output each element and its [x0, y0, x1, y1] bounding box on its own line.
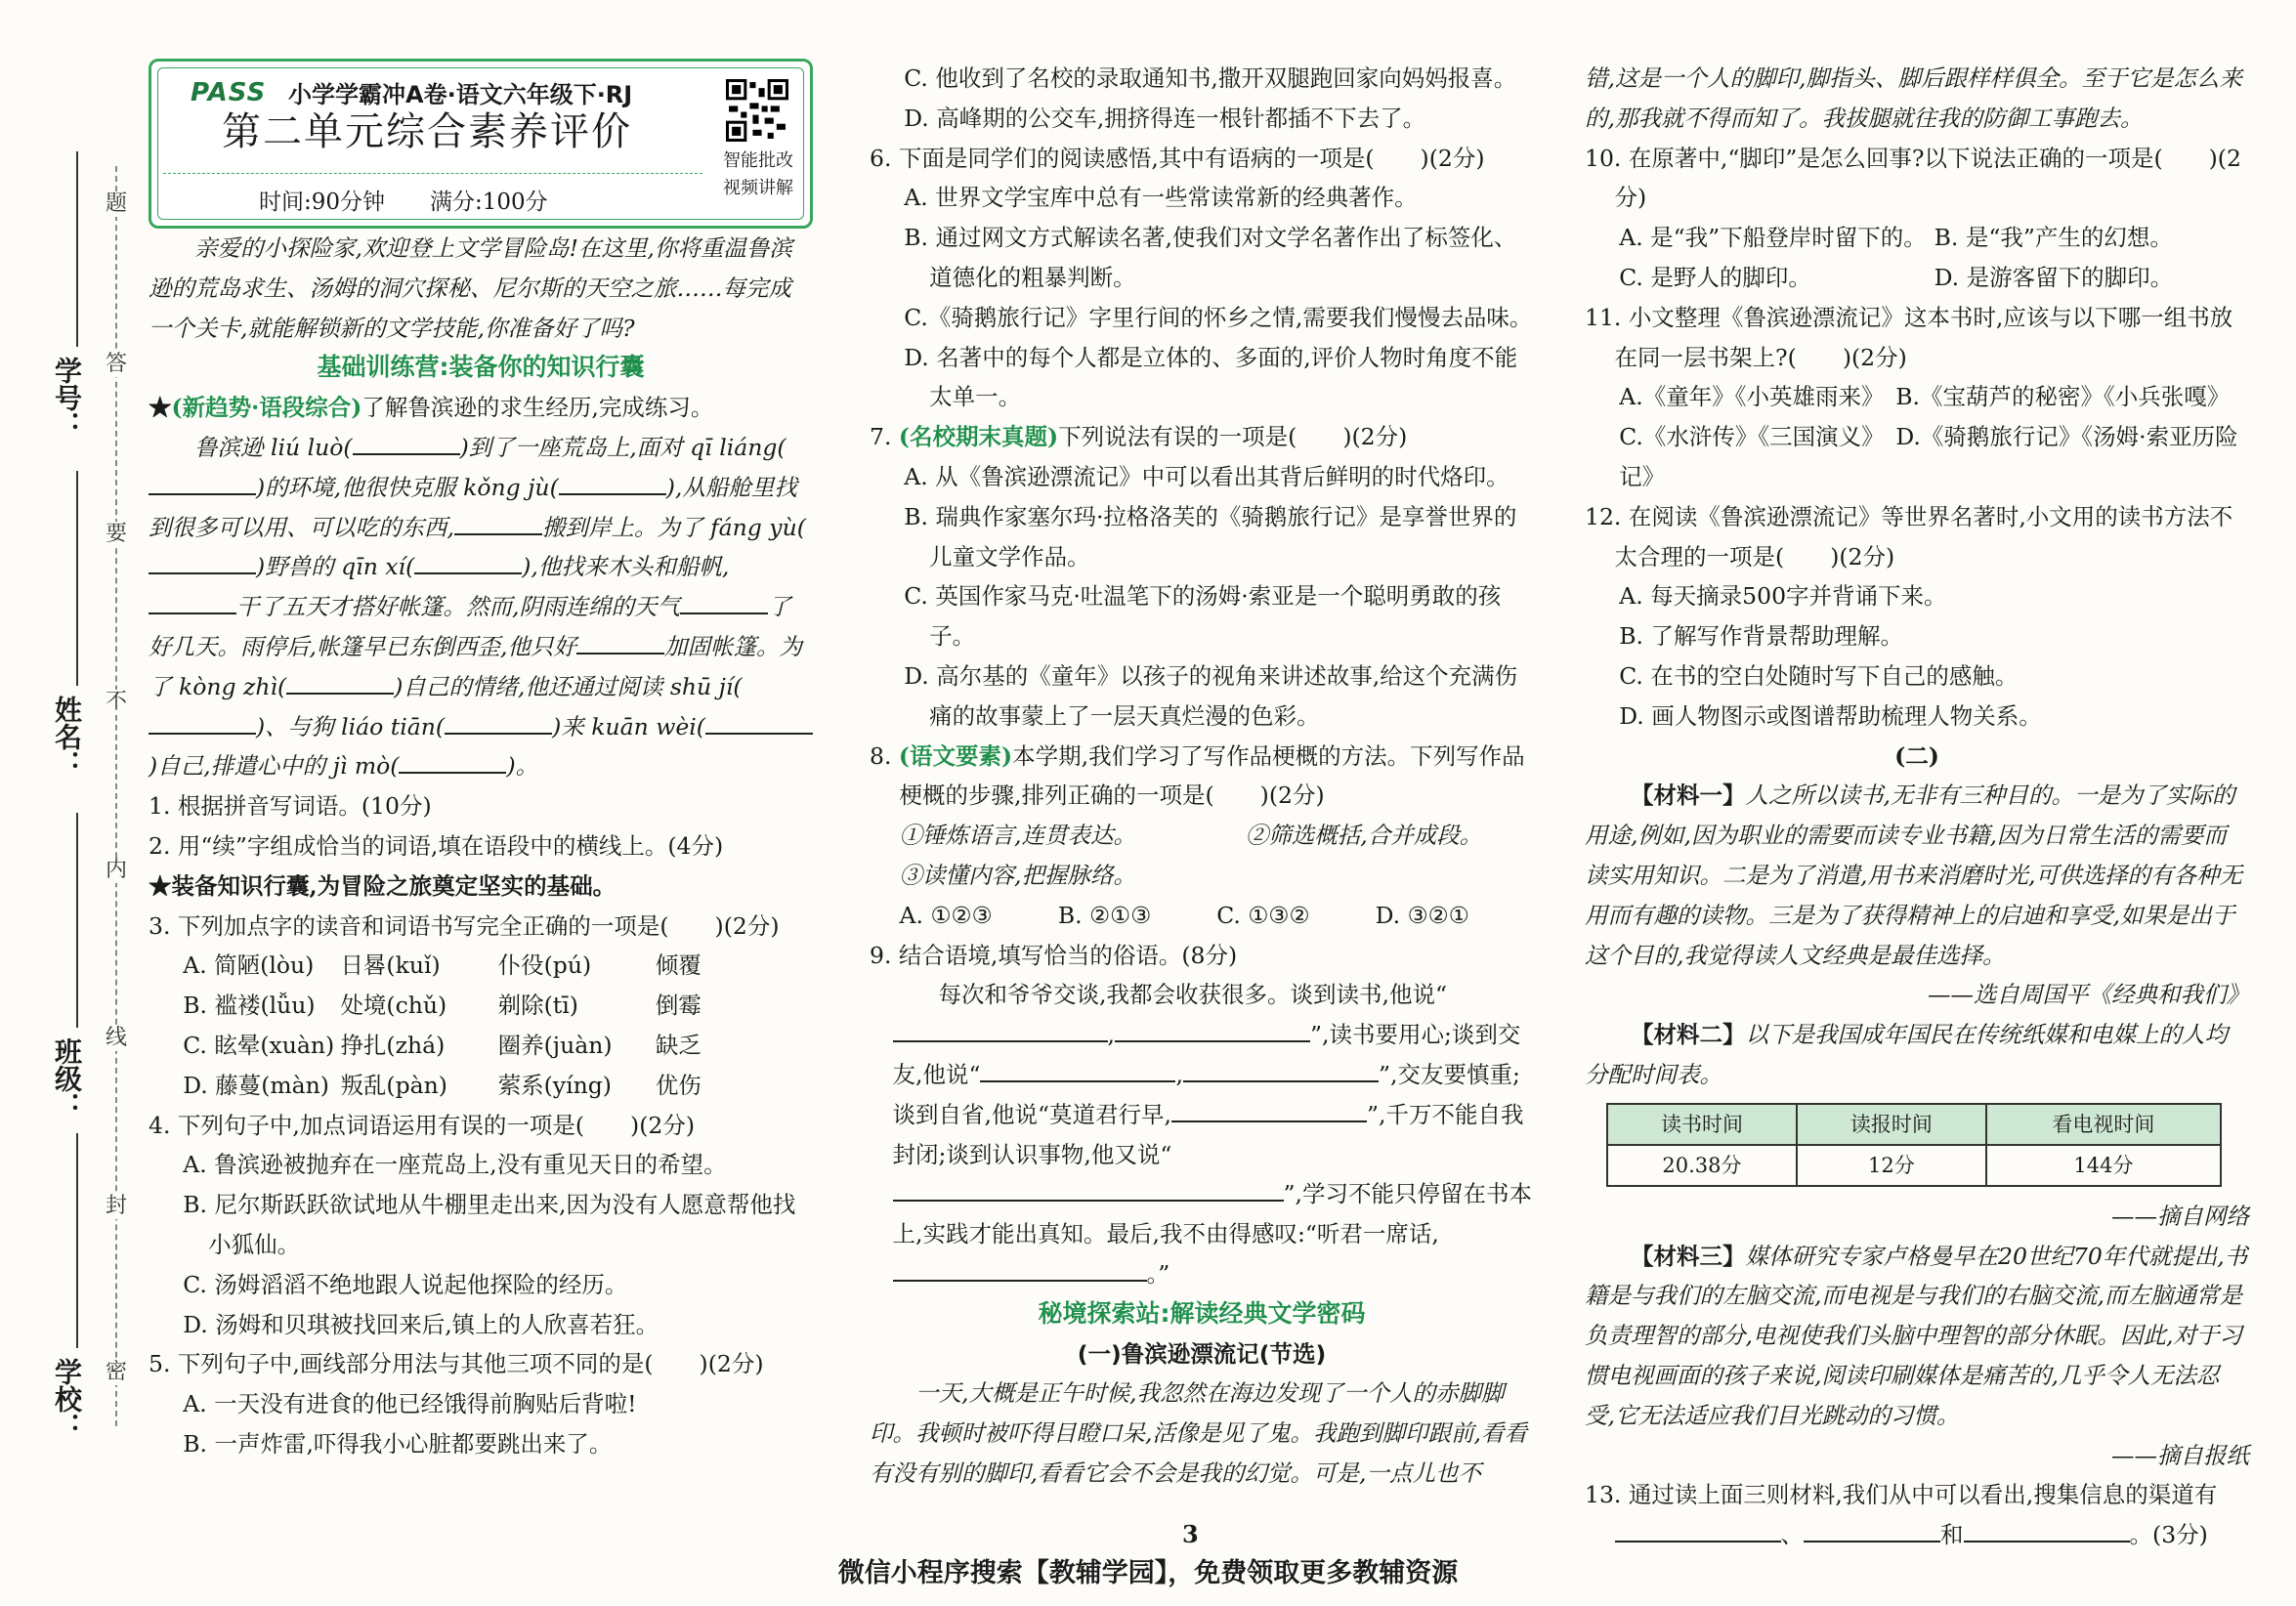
subsection-title: (一)鲁滨逊漂流记(节选): [1077, 1339, 1327, 1368]
q12-option-c[interactable]: C. 在书的空白处随时写下自己的感触。: [1619, 661, 2019, 690]
answer-blank[interactable]: [980, 1057, 1175, 1082]
robinson-passage-cont: 错,这是一个人的脚印,脚指头、脚后跟样样俱全。至于它是怎么来的,那我就不得而知了。我拔腿就往我的防御工事跑去。: [1585, 64, 2242, 132]
q6-option-d[interactable]: D. 名著中的每个人都是立体的、多面的,评价人物时角度不能太单一。: [904, 343, 1518, 411]
q7-option-d[interactable]: D. 高尔基的《童年》以孩子的视角来讲述故事,给这个充满伤痛的故事蒙上了一层天真烂漫的色彩。: [904, 661, 1518, 730]
question-4: 4. 下列句子中,加点词语运用有误的一项是( )(2分): [149, 1111, 695, 1139]
answer-blank[interactable]: [705, 709, 813, 735]
exam-meta: 时间:90分钟 满分:100分: [259, 190, 548, 215]
question-9: 9. 结合语境,填写恰当的俗语。(8分): [870, 941, 1238, 969]
answer-blank[interactable]: [445, 709, 552, 735]
answer-blank[interactable]: [149, 470, 256, 495]
q4-option-d[interactable]: D. 汤姆和贝琪被找回来后,镇上的人欣喜若狂。: [183, 1310, 659, 1338]
answer-blank[interactable]: [454, 510, 542, 535]
answer-blank[interactable]: [991, 1018, 1108, 1043]
material-3: 【材料三】媒体研究专家卢格曼早在20世纪70年代就提出,书籍是与我们的左脑交流,而电视是与我们的右脑交流,而左脑通常是负责理智的部分,电视使我们头脑中理智的部分休眠。因此,对于习惯电视画面的孩子来说,阅读印刷媒体是痛苦的,几乎令人无法忍受,它无法适应我们目光跳动的习惯。: [1585, 1242, 2248, 1429]
answer-blank[interactable]: [1171, 1097, 1367, 1122]
q6-option-a[interactable]: A. 世界文学宝库中总有一些常读常新的经典著作。: [904, 184, 1418, 212]
question-11: 11. 小文整理《鲁滨逊漂流记》这本书时,应该与以下哪一组书放在同一层书架上?( )(2分): [1585, 303, 2233, 371]
question-1: 1. 根据拼音写词语。(10分): [149, 792, 432, 821]
q4-option-b[interactable]: B. 尼尔斯跃跃欲试地从牛棚里走出来,因为没有人愿意帮他找小狐仙。: [183, 1191, 796, 1258]
robinson-passage: 一天,大概是正午时候,我忽然在海边发现了一个人的赤脚脚印。我顿时被吓得目瞪口呆,活像是见了鬼。我跑到脚印跟前,看看有没有别的脚印,看看它会不会是我的幻觉。可是,一点儿也不: [870, 1379, 1527, 1487]
q5-option-d[interactable]: D. 高峰期的公交车,拥挤得连一根针都插不下去了。: [904, 104, 1426, 132]
binding-margin: [0, 0, 132, 1606]
q5-option-a[interactable]: A. 一天没有进食的他已经饿得前胸贴后背啦!: [183, 1390, 637, 1418]
question-12: 12. 在阅读《鲁滨逊漂流记》等世界名著时,小文用的读书方法不太合理的一项是( )(2分): [1585, 502, 2233, 571]
answer-blank[interactable]: [149, 590, 236, 615]
answer-blank[interactable]: [149, 550, 256, 575]
question-10: 10. 在原著中,“脚印”是怎么回事?以下说法正确的一项是( )(2分): [1585, 144, 2241, 212]
q11-options-ab[interactable]: A.《童年》《小英雄雨来》 B.《宝葫芦的秘密》《小兵张嘎》: [1619, 383, 2231, 411]
series-title: 小学学霸冲A卷·语文六年级下·RJ: [288, 81, 633, 108]
q11-options-cd[interactable]: C.《水浒传》《三国演义》 D.《骑鹅旅行记》《汤姆·索亚历险记》: [1619, 423, 2238, 490]
question-8: 8. (语文要素)本学期,我们学习了写作品梗概的方法。下列写作品梗概的步骤,排列正确的一项是( )(2分): [870, 741, 1525, 810]
qr-code-icon[interactable]: [726, 79, 788, 142]
q7-option-a[interactable]: A. 从《鲁滨逊漂流记》中可以看出其背后鲜明的时代烙印。: [904, 462, 1509, 490]
q12-option-d[interactable]: D. 画人物图示或图谱帮助梳理人物关系。: [1619, 701, 2042, 730]
answer-blank[interactable]: [149, 709, 256, 735]
answer-blank[interactable]: [1183, 1057, 1379, 1082]
question-3: 3. 下列加点字的读音和词语书写完全正确的一项是( )(2分): [149, 911, 780, 940]
answer-blank[interactable]: [893, 1256, 1147, 1282]
answer-blank[interactable]: [680, 590, 768, 615]
q6-option-b[interactable]: B. 通过网文方式解读名著,使我们对文学名著作出了标签化、道德化的粗暴判断。: [904, 224, 1517, 291]
seal-char: 题: [105, 191, 127, 216]
exam-title: 第二单元综合素养评价: [222, 109, 632, 154]
q12-option-a[interactable]: A. 每天摘录500字并背诵下来。: [1619, 582, 1947, 611]
material-1-source: ——选自周国平《经典和我们》: [1928, 981, 2249, 1009]
school-field[interactable]: 学校：: [47, 1358, 86, 1440]
seal-char: 线: [105, 1026, 127, 1050]
seal-char: 封: [105, 1194, 127, 1218]
q3-option-a[interactable]: A. 简陋(lòu) 日晷(kuǐ) 仆役(pú) 倾覆: [183, 951, 702, 980]
answer-blank[interactable]: [1964, 1518, 2130, 1543]
q4-option-a[interactable]: A. 鲁滨逊被抛弃在一座荒岛上,没有重见天日的希望。: [183, 1151, 727, 1179]
q12-option-b[interactable]: B. 了解写作背景帮助理解。: [1619, 622, 1903, 651]
q7-option-c[interactable]: C. 英国作家马克·吐温笔下的汤姆·索亚是一个聪明勇敢的孩子。: [904, 582, 1502, 651]
q5-option-b[interactable]: B. 一声炸雷,吓得我小心脏都要跳出来了。: [183, 1429, 613, 1458]
question-7: 7. (名校期末真题)下列说法有误的一项是( )(2分): [870, 423, 1408, 451]
subsection-title: (二): [1894, 741, 1939, 770]
answer-blank[interactable]: [893, 1018, 991, 1043]
q4-option-c[interactable]: C. 汤姆滔滔不绝地跟人说起他探险的经历。: [183, 1270, 628, 1298]
question-5: 5. 下列句子中,画线部分用法与其他三项不同的是( )(2分): [149, 1350, 764, 1378]
question-star1: ★(新趋势·语段综合)了解鲁滨逊的求生经历,完成练习。: [149, 394, 714, 422]
q9-passage: 每次和爷爷交谈,我都会收获很多。谈到读书,他说“, ”,读书要用心;谈到交友,他说“ , ”,交友要慎重;谈到自省,他说“莫道君行早, ”,千万不能自我封闭;谈到认识事物,他又说“”,学习不能只停留在书本上,实践才能出真知。最后,我不由得感叹:“听君一席话,。”: [892, 981, 1532, 1288]
pass-logo: PASS: [191, 78, 267, 107]
exam-header: PASS 小学学霸冲A卷·语文六年级下·RJ 第二单元综合素养评价 时间:90分钟 满分:100分 智能批改 视频讲解: [149, 59, 813, 229]
answer-blank[interactable]: [1615, 1518, 1781, 1543]
student-id-field[interactable]: 学号：: [47, 357, 86, 439]
answer-blank[interactable]: [353, 430, 460, 455]
answer-blank[interactable]: [559, 470, 666, 495]
seal-char: 不: [105, 690, 127, 714]
material-2: 【材料二】以下是我国成年国民在传统纸媒和电媒上的人均分配时间表。: [1585, 1021, 2228, 1088]
seal-char: 答: [105, 352, 127, 376]
seal-char: 密: [105, 1360, 127, 1384]
intro-paragraph: 亲爱的小探险家,欢迎登上文学冒险岛!在这里,你将重温鲁滨逊的荒岛求生、汤姆的洞穴探秘、尼尔斯的天空之旅……每完成一个关卡,就能解锁新的文学技能,你准备好了吗?: [149, 234, 792, 342]
q8-step-3: ③读懂内容,把握脉络。: [899, 861, 1137, 889]
answer-blank[interactable]: [576, 629, 664, 655]
answer-blank[interactable]: [1804, 1518, 1940, 1543]
footer-ad: 微信小程序搜索【教辅学园】，免费领取更多教辅资源: [837, 1558, 1459, 1588]
material-3-source: ——摘自报纸: [2111, 1441, 2249, 1469]
reading-time-table: 读书时间 读报时间 看电视时间 20.38分 12分 144分: [1606, 1103, 2222, 1187]
column-right: [1585, 59, 2249, 1555]
answer-blank[interactable]: [414, 550, 522, 575]
answer-blank[interactable]: [893, 1177, 1284, 1203]
answer-blank[interactable]: [286, 669, 394, 695]
material-1: 【材料一】人之所以读书,无非有三种目的。一是为了实际的用途,例如,因为职业的需要而读专业书籍,因为日常生活的需要而读实用知识。二是为了消遣,用书来消磨时光,可供选择的有各种无用而有趣的读物。三是为了获得精神上的启迪和享受,如果是出于这个目的,我觉得读人文经典是最佳选择。: [1585, 782, 2242, 969]
q10-options-ab[interactable]: A. 是“我”下船登岸时留下的。 B. 是“我”产生的幻想。: [1619, 224, 2173, 252]
reading-passage: 鲁滨逊 liú luò( )到了一座荒岛上,面对 qī liáng()的环境,他很快克服 kǒng jù( ),从船舱里找到很多可以用、可以吃的东西, 搬到岸上。为了 fáng yù()野兽的 qīn xí( ),他找来木头和船帆,干了五天才搭好帐篷。然而,阴雨连绵的天气 了好几天。雨停后,帐篷早已东倒西歪,他只好 加固帐篷。为了 kòng zhì( )自己的情绪,他还通过阅读 shū jí()、与狗 liáo tiān( )来 kuān wèi()自己,排遣心中的 jì mò( )。: [149, 428, 813, 786]
question-6: 6. 下面是同学们的阅读感悟,其中有语病的一项是( )(2分): [870, 144, 1485, 172]
q3-option-c[interactable]: C. 眩晕(xuàn) 挣扎(zhá) 圈养(juàn) 缺乏: [183, 1031, 702, 1059]
material-2-source: ——摘自网络: [2111, 1202, 2249, 1230]
q3-option-d[interactable]: D. 藤蔓(màn) 叛乱(pàn) 萦系(yíng) 优伤: [183, 1071, 702, 1099]
q3-option-b[interactable]: B. 褴褛(lǚu) 处境(chǔ) 剃除(tī) 倒霉: [183, 992, 702, 1020]
section-title: 基础训练营:装备你的知识行囊: [317, 353, 645, 382]
q6-option-c[interactable]: C.《骑鹅旅行记》字里行间的怀乡之情,需要我们慢慢去品味。: [904, 303, 1533, 331]
answer-blank[interactable]: [399, 749, 506, 775]
name-field[interactable]: 姓名：: [47, 696, 86, 778]
seal-char: 要: [105, 522, 127, 546]
q8-options[interactable]: A. ①②③ B. ②①③ C. ①③② D. ③②①: [899, 901, 1469, 929]
q7-option-b[interactable]: B. 瑞典作家塞尔玛·拉格洛芙的《骑鹅旅行记》是享誉世界的儿童文学作品。: [904, 502, 1517, 571]
q8-steps: ①锤炼语言,连贯表达。 ②筛选概括,合并成段。: [899, 822, 1483, 850]
question-13: 13. 通过读上面三则材料,我们从中可以看出,搜集信息的渠道有、 和 。(3分): [1585, 1481, 2218, 1549]
class-field[interactable]: 班级：: [47, 1037, 86, 1120]
q10-options-cd[interactable]: C. 是野人的脚印。 D. 是游客留下的脚印。: [1619, 263, 2174, 291]
section-title: 秘境探索站:解读经典文学密码: [1038, 1298, 1366, 1328]
question-2: 2. 用“续”字组成恰当的词语,填在语段中的横线上。(4分): [149, 831, 724, 860]
seal-char: 内: [105, 858, 127, 882]
page-number: 3: [1182, 1520, 1199, 1548]
star-note: ★装备知识行囊,为冒险之旅奠定坚实的基础。: [149, 871, 617, 900]
answer-blank[interactable]: [1115, 1018, 1310, 1043]
q5-option-c[interactable]: C. 他收到了名校的录取通知书,撒开双腿跑回家向妈妈报喜。: [904, 64, 1517, 92]
column-middle: [870, 59, 1534, 1494]
column-left: [149, 59, 813, 1464]
